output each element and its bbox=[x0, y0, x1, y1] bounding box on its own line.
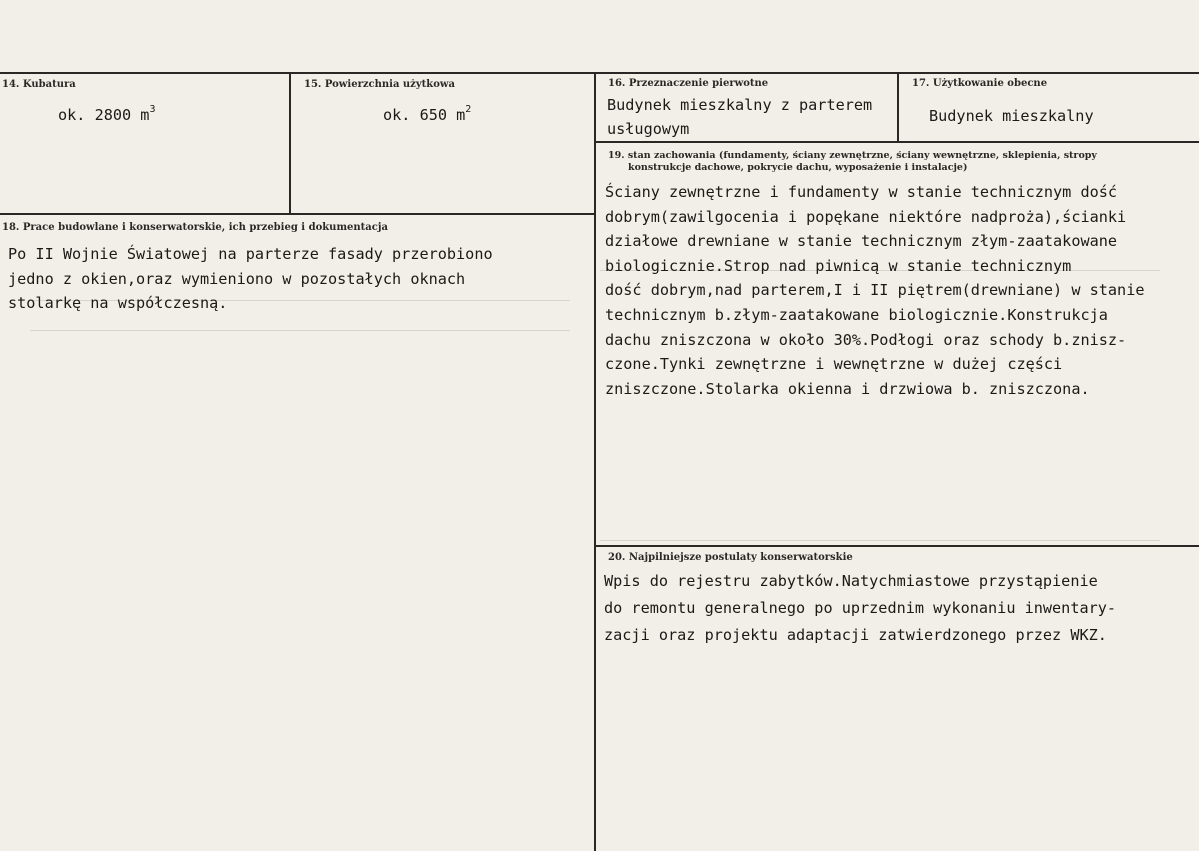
field-19-text: Ściany zewnętrzne i fundamenty w stanie technicznym dość dobrym(zawilgocenia i popękane niektóre nadproża),ścianki działowe drewniane w stanie technicznym złym-zaatakowane biologicznie.Strop nad piwnicą w stanie technicznym dość dobrym,nad parterem,I i II piętrem(drewniane) w stanie technicznym b.złym-zaatakowane biologicznie.Konstrukcja dachu zniszczona w około 30%.Podłogi oraz schody b.znisz- czone.Tynki zewnętrzne i wewnętrzne w dużej części zniszczone.Stolarka okienna i drzwiowa b. zniszczona. bbox=[605, 183, 1145, 398]
field-19-label-line1: 19. stan zachowania (fundamenty, ściany zewnętrzne, ściany wewnętrzne, sklepienia, stropy bbox=[608, 150, 1097, 161]
rule-above-20 bbox=[596, 545, 1199, 547]
field-14-value: ok. 2800 $m^3$ bbox=[58, 104, 156, 124]
center-divider bbox=[594, 72, 596, 851]
field-16-value-line1: Budynek mieszkalny z parterem bbox=[607, 96, 873, 114]
divider-14-15 bbox=[289, 72, 291, 214]
field-18-text: Po II Wojnie Światowej na parterze fasady przerobiono jedno z okien,oraz wymieniono w pozostałych oknach stolarkę na współczesną. bbox=[8, 245, 493, 313]
field-17-label: 17. Użytkowanie obecne bbox=[912, 78, 1048, 89]
rule-under-16-17 bbox=[596, 141, 1199, 143]
field-20-text: Wpis do rejestru zabytków.Natychmiastowe przystąpienie do remontu generalnego po uprzednim wykonaniu inwentary- zacji oraz projektu adaptacji zatwierdzonego przez WKZ. bbox=[604, 572, 1117, 644]
bleed-through-line bbox=[600, 540, 1160, 541]
divider-16-17 bbox=[897, 72, 899, 142]
field-16-value-line2: usługowym bbox=[607, 120, 690, 138]
field-17-value: Budynek mieszkalny bbox=[929, 107, 1094, 125]
field-15-label: 15. Powierzchnia użytkowa bbox=[304, 79, 455, 90]
field-18-label: 18. Prace budowlane i konserwatorskie, ich przebieg i dokumentacja bbox=[2, 222, 388, 233]
rule-under-14-15 bbox=[0, 213, 594, 215]
field-15-value: ok. 650 $m^2$ bbox=[383, 104, 472, 124]
field-16-label: 16. Przeznaczenie pierwotne bbox=[608, 78, 769, 89]
field-19-label-line2: konstrukcje dachowe, pokrycie dachu, wyposażenie i instalacje) bbox=[628, 162, 968, 173]
bleed-through-line bbox=[30, 330, 570, 331]
top-rule bbox=[0, 72, 1199, 74]
field-20-label: 20. Najpilniejsze postulaty konserwatorskie bbox=[608, 552, 853, 563]
field-14-label: 14. Kubatura bbox=[2, 79, 76, 90]
